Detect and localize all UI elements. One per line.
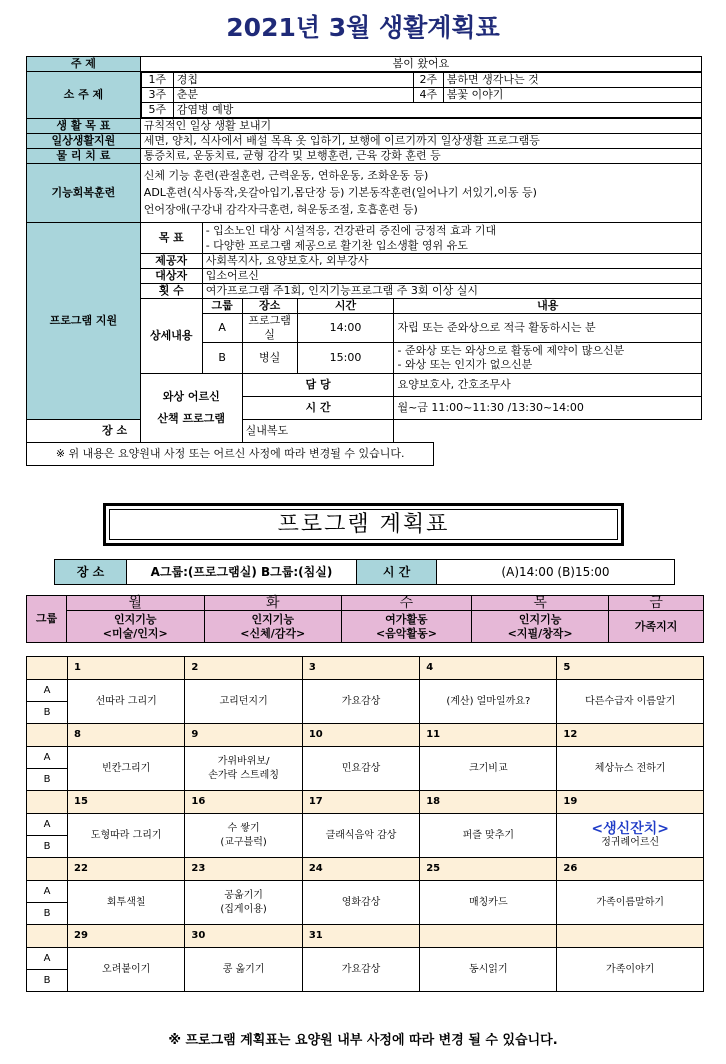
day-category-line: 인지기능 xyxy=(518,612,562,626)
date-number: 18 xyxy=(420,791,557,814)
date-number: 11 xyxy=(420,724,557,747)
goal-value: 규칙적인 일상 생활 보내기 xyxy=(140,118,701,133)
detail-header-content: 내용 xyxy=(394,298,702,313)
purpose-value xyxy=(202,222,701,253)
activity-line: 콩 옮기기 xyxy=(222,963,265,975)
place-label: 장 소 xyxy=(55,560,127,585)
page-title: 2021년 3월 생활계획표 xyxy=(226,13,500,42)
target-label: 대상자 xyxy=(140,268,202,283)
walk-label-line: 와상 어르신 xyxy=(162,389,220,403)
times-label: 횟 수 xyxy=(140,283,202,298)
day-category-line: <음악활동> xyxy=(375,626,437,640)
day-category-line: 가족지지 xyxy=(634,619,678,633)
date-number: 12 xyxy=(557,724,704,747)
day-category-line: 인지기능 xyxy=(251,612,295,626)
day-category xyxy=(471,611,609,643)
date-number xyxy=(420,925,557,948)
plan-note: ※ 위 내용은 요양원내 사정 또는 어르신 사정에 따라 변경될 수 있습니다. xyxy=(27,442,434,465)
daily-label: 일상생활지원 xyxy=(27,133,141,148)
detail-header-group: 그룹 xyxy=(202,298,242,313)
program-calendar xyxy=(26,656,704,992)
day-category-line: <신체/감각> xyxy=(240,626,306,640)
detail-label: 상세내용 xyxy=(140,298,202,373)
rehab-line: ADL훈련(식사동작,옷갈아입기,몸단장 등) 기본동작훈련(일어나기 서있기,이동 등) xyxy=(143,186,537,199)
activity-cell xyxy=(68,747,185,791)
provider-value: 사회복지사, 요양보호사, 외부강사 xyxy=(202,253,701,268)
activity-cell xyxy=(557,881,704,925)
week-topic: 봄하면 생각나는 것 xyxy=(443,73,701,88)
activity-cell xyxy=(68,680,185,724)
physio-label: 물 리 치 료 xyxy=(27,148,141,163)
time-label: 시 간 xyxy=(357,560,437,585)
day-category xyxy=(609,611,704,643)
date-number: 30 xyxy=(185,925,302,948)
group-b-label: B xyxy=(27,836,68,858)
activity-cell xyxy=(68,881,185,925)
detail-group: B xyxy=(202,342,242,373)
day-name: 수 xyxy=(342,596,472,611)
activity-line: 수 쌓기 xyxy=(227,822,260,834)
activity-cell xyxy=(185,948,302,992)
detail-header-place: 장소 xyxy=(242,298,297,313)
activity-cell xyxy=(302,881,419,925)
activity-cell xyxy=(185,881,302,925)
activity-line: 매칭카드 xyxy=(468,896,508,908)
walk-row-value: 실내복도 xyxy=(242,419,394,442)
day-category-line: 여가활동 xyxy=(385,612,428,626)
group-a-label: A xyxy=(27,881,68,903)
detail-content: 자립 또는 준와상으로 적극 활동하시는 분 xyxy=(394,313,702,342)
activity-cell xyxy=(420,680,557,724)
goal-label: 생 활 목 표 xyxy=(27,118,141,133)
activity-line: 가족이야기 xyxy=(606,963,655,975)
activity-line: 공옮기기 xyxy=(224,889,263,901)
group-b-label: B xyxy=(27,769,68,791)
activity-cell xyxy=(557,747,704,791)
activity-line: 클래식음악 감상 xyxy=(325,829,397,841)
date-number: 5 xyxy=(557,657,704,680)
activity-line: 회투색칠 xyxy=(106,896,146,908)
day-name: 화 xyxy=(204,596,342,611)
detail-time: 14:00 xyxy=(297,313,394,342)
target-value: 입소어르신 xyxy=(202,268,701,283)
purpose-line: - 다양한 프로그램 제공으로 활기찬 입소생활 영위 유도 xyxy=(205,238,468,252)
week-topic: 경칩 xyxy=(173,73,413,88)
day-category xyxy=(342,611,472,643)
week-label: 2주 xyxy=(413,73,443,88)
purpose-label: 목 표 xyxy=(140,222,202,253)
detail-header-time: 시간 xyxy=(297,298,394,313)
group-label: 그룹 xyxy=(27,596,67,643)
day-name: 월 xyxy=(67,596,205,611)
rehab-line: 언어장애(구강내 감각자극훈련, 혀운동조절, 호흡훈련 등) xyxy=(143,203,418,216)
activity-line: 영화감상 xyxy=(341,896,381,908)
rehab-value xyxy=(140,163,701,222)
activity-cell xyxy=(557,814,704,858)
week-corner xyxy=(27,925,68,948)
walk-row-value: 월~금 11:00~11:30 /13:30~14:00 xyxy=(394,396,702,419)
calendar-header xyxy=(26,595,704,643)
week-topic: 춘분 xyxy=(173,88,413,103)
time-value: (A)14:00 (B)15:00 xyxy=(437,560,675,585)
date-number: 22 xyxy=(68,858,185,881)
activity-line: 선따라 그리기 xyxy=(95,695,157,707)
physio-value: 통증치료, 운동치료, 균형 감각 및 보행훈련, 근육 강화 훈련 등 xyxy=(140,148,701,163)
activity-line: (교구블럭) xyxy=(220,836,267,848)
detail-group: A xyxy=(202,313,242,342)
date-number: 25 xyxy=(420,858,557,881)
group-a-label: A xyxy=(27,948,68,970)
activity-cell xyxy=(420,881,557,925)
week-corner xyxy=(27,657,68,680)
rehab-line: 신체 기능 훈련(관절훈련, 근력운동, 연하운동, 조화운동 등) xyxy=(143,169,429,182)
date-number: 23 xyxy=(185,858,302,881)
activity-line: 크기비교 xyxy=(468,762,508,774)
activity-cell xyxy=(557,680,704,724)
subtheme-label: 소 주 제 xyxy=(27,72,141,119)
day-category-line: <지필/창작> xyxy=(507,626,573,640)
group-a-label: A xyxy=(27,814,68,836)
activity-line: 가위바위보/ xyxy=(217,755,270,767)
day-category-line: <미술/인지> xyxy=(102,626,168,640)
group-b-label: B xyxy=(27,702,68,724)
theme-value: 봄이 왔어요 xyxy=(140,57,701,72)
walk-row-value: 요양보호사, 간호조무사 xyxy=(394,373,702,396)
activity-cell xyxy=(302,747,419,791)
week-corner xyxy=(27,858,68,881)
theme-label: 주 제 xyxy=(27,57,141,72)
date-number: 24 xyxy=(302,858,419,881)
activity-line: 동시읽기 xyxy=(468,963,508,975)
detail-content-line: - 준와상 또는 와상으로 활동에 제약이 많으신분 xyxy=(397,343,625,357)
day-name: 금 xyxy=(609,596,704,611)
provider-label: 제공자 xyxy=(140,253,202,268)
group-a-label: A xyxy=(27,747,68,769)
group-b-label: B xyxy=(27,903,68,925)
rehab-label: 기능회복훈련 xyxy=(27,163,141,222)
activity-line: 가족이름말하기 xyxy=(596,896,665,908)
activity-line: 도형따라 그리기 xyxy=(90,829,162,841)
program-info-bar xyxy=(54,559,675,585)
program-banner xyxy=(103,503,624,546)
activity-line: 체상뉴스 전하기 xyxy=(594,762,666,774)
detail-place: 병실 xyxy=(242,342,297,373)
life-plan-table xyxy=(26,56,702,466)
date-number: 4 xyxy=(420,657,557,680)
date-number: 17 xyxy=(302,791,419,814)
date-number: 19 xyxy=(557,791,704,814)
date-number: 1 xyxy=(68,657,185,680)
week-label: 4주 xyxy=(413,88,443,103)
walk-label-line: 산책 프로그램 xyxy=(157,411,226,425)
detail-content-line: - 와상 또는 인지가 없으신분 xyxy=(397,357,533,371)
week-topic: 봄꽃 이야기 xyxy=(443,88,701,103)
date-number: 31 xyxy=(302,925,419,948)
date-number: 16 xyxy=(185,791,302,814)
group-b-label: B xyxy=(27,970,68,992)
activity-cell xyxy=(302,680,419,724)
place-value: A그룹:(프로그램실) B그룹:(침실) xyxy=(127,560,357,585)
activity-cell xyxy=(557,948,704,992)
activity-line: 가요감상 xyxy=(341,695,381,707)
day-category-line: 인지기능 xyxy=(114,612,157,626)
date-number: 29 xyxy=(68,925,185,948)
program-footer-note: ※ 프로그램 계획표는 요양원 내부 사정에 따라 변경 될 수 있습니다. xyxy=(168,1033,558,1048)
activity-cell xyxy=(302,814,419,858)
activity-cell xyxy=(420,747,557,791)
walk-row-label: 장 소 xyxy=(27,419,203,442)
day-category xyxy=(67,611,205,643)
activity-line: 정귀례어르신 xyxy=(601,836,660,848)
activity-cell xyxy=(185,814,302,858)
activity-cell xyxy=(185,680,302,724)
walk-row-label: 담 당 xyxy=(242,373,394,396)
day-name: 목 xyxy=(471,596,609,611)
date-number: 15 xyxy=(68,791,185,814)
date-number: 10 xyxy=(302,724,419,747)
purpose-line: - 입소노인 대상 시설적응, 건강관리 증진에 긍정적 효과 기대 xyxy=(205,223,497,237)
date-number: 2 xyxy=(185,657,302,680)
activity-cell xyxy=(302,948,419,992)
support-label: 프로그램 지원 xyxy=(27,222,141,419)
activity-cell xyxy=(68,948,185,992)
activity-line: (계산) 얼마일까요? xyxy=(446,695,531,707)
activity-line: 가요감상 xyxy=(341,963,381,975)
week-corner xyxy=(27,724,68,747)
activity-line: 퍼즐 맞추기 xyxy=(462,829,515,841)
detail-content xyxy=(394,342,702,373)
activity-line: <생신잔치> xyxy=(591,820,669,837)
week-label: 1주 xyxy=(141,73,173,88)
date-number xyxy=(557,925,704,948)
activity-line: 빈칸그리기 xyxy=(102,762,151,774)
activity-cell xyxy=(420,948,557,992)
times-value: 여가프로그램 주1회, 인지기능프로그램 주 3회 이상 실시 xyxy=(202,283,701,298)
program-banner-title: 프로그램 계획표 xyxy=(109,509,618,540)
activity-cell xyxy=(68,814,185,858)
group-a-label: A xyxy=(27,680,68,702)
week-label: 5주 xyxy=(141,103,173,118)
date-number: 8 xyxy=(68,724,185,747)
activity-line: 손가락 스트레칭 xyxy=(208,769,280,781)
activity-line: 다른수급자 이름알기 xyxy=(585,695,676,707)
detail-place: 프로그램실 xyxy=(242,313,297,342)
activity-cell xyxy=(185,747,302,791)
date-number: 9 xyxy=(185,724,302,747)
activity-line: 오려붙이기 xyxy=(102,963,151,975)
subtheme-grid xyxy=(141,72,702,118)
week-label: 3주 xyxy=(141,88,173,103)
activity-line: (집게이용) xyxy=(220,903,267,915)
walk-row-label: 시 간 xyxy=(242,396,394,419)
activity-cell xyxy=(420,814,557,858)
detail-time: 15:00 xyxy=(297,342,394,373)
week-topic: 감염병 예방 xyxy=(173,103,701,118)
date-number: 26 xyxy=(557,858,704,881)
daily-value: 세면, 양치, 식사에서 배설 목욕 옷 입하기, 보행에 이르기까지 일상생활 프로그램등 xyxy=(140,133,701,148)
date-number: 3 xyxy=(302,657,419,680)
day-category xyxy=(204,611,342,643)
activity-line: 고리던지기 xyxy=(219,695,268,707)
activity-line: 민요감상 xyxy=(341,762,381,774)
week-corner xyxy=(27,791,68,814)
